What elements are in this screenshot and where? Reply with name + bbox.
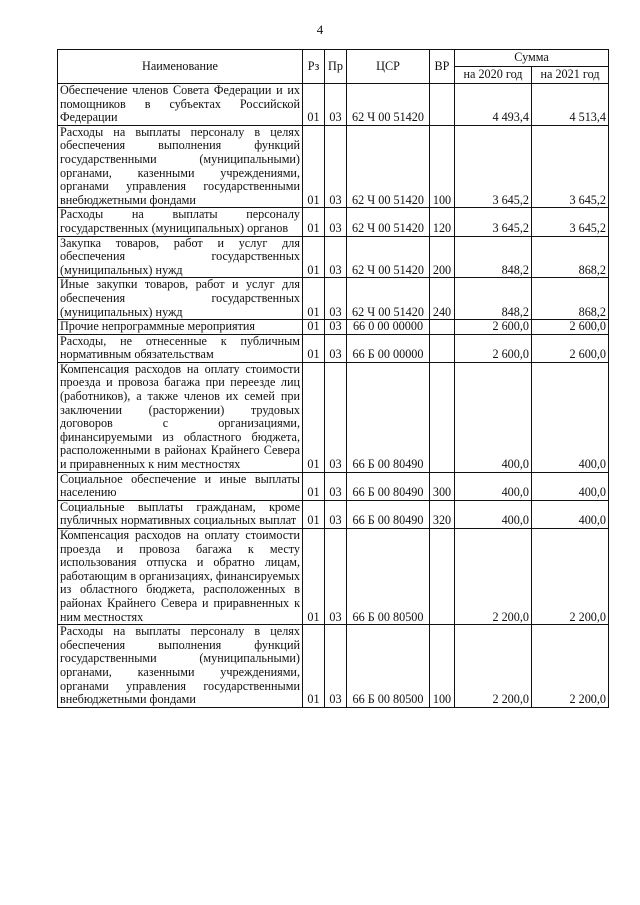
row-pr: 03 (325, 334, 347, 362)
table-row (58, 500, 609, 528)
table-row (58, 625, 609, 708)
row-name: Компенсация расходов на оплату стоимости проезда и провоза багажа к месту использования отпуска и обратно лицам, работающим в организациях, финансируемых из областного бюджета, расположенных в районах Крайнего Севера и приравненных к ним местностях (58, 529, 303, 625)
row-rz: 01 (303, 362, 325, 472)
row-rz: 01 (303, 472, 325, 500)
row-pr: 03 (325, 500, 347, 528)
row-amount-2021: 2 600,0 (532, 334, 609, 362)
row-amount-2021: 4 513,4 (532, 84, 609, 126)
table-row (58, 84, 609, 126)
row-vr: 300 (430, 472, 455, 500)
row-csr: 66 Б 00 00000 (347, 334, 430, 362)
row-amount-2020: 2 200,0 (455, 625, 532, 708)
table-row (58, 208, 609, 236)
row-name: Социальные выплаты гражданам, кроме публичных нормативных социальных выплат (58, 500, 303, 528)
row-name: Социальное обеспечение и иные выплаты населению (58, 472, 303, 500)
row-csr: 66 0 00 00000 (347, 320, 430, 335)
row-csr: 62 Ч 00 51420 (347, 236, 430, 278)
row-amount-2020: 3 645,2 (455, 208, 532, 236)
row-rz: 01 (303, 500, 325, 528)
row-amount-2021: 400,0 (532, 472, 609, 500)
budget-table (57, 49, 609, 708)
row-rz: 01 (303, 84, 325, 126)
header-vr: ВР (430, 50, 455, 84)
table-row (58, 320, 609, 335)
row-name: Компенсация расходов на оплату стоимости проезда и провоза багажа при переезде лиц (работников), а также членов их семей при заключении (расторжении) трудовых договоров с организациями, финансируемыми из областного бюджета, расположенными в районах Крайнего Севера и приравненных к ним местностях (58, 362, 303, 472)
row-csr: 66 Б 00 80490 (347, 362, 430, 472)
row-csr: 66 Б 00 80490 (347, 472, 430, 500)
row-name: Расходы на выплаты персоналу в целях обеспечения выполнения функций государственными (муниципальными) органами, казенными учреждениями, органами управления государственными внебюджетными фондами (58, 625, 303, 708)
row-amount-2020: 848,2 (455, 278, 532, 320)
row-csr: 66 Б 00 80500 (347, 625, 430, 708)
row-amount-2021: 2 200,0 (532, 529, 609, 625)
row-csr: 62 Ч 00 51420 (347, 125, 430, 208)
row-amount-2020: 2 600,0 (455, 320, 532, 335)
row-amount-2020: 3 645,2 (455, 125, 532, 208)
table-row (58, 236, 609, 278)
row-rz: 01 (303, 625, 325, 708)
row-rz: 01 (303, 236, 325, 278)
table-row (58, 334, 609, 362)
row-vr: 240 (430, 278, 455, 320)
table-row (58, 472, 609, 500)
row-name: Иные закупки товаров, работ и услуг для обеспечения государственных (муниципальных) нужд (58, 278, 303, 320)
row-amount-2020: 2 600,0 (455, 334, 532, 362)
row-rz: 01 (303, 208, 325, 236)
row-rz: 01 (303, 320, 325, 335)
row-vr (430, 320, 455, 335)
page-number: 4 (316, 22, 324, 37)
row-amount-2020: 400,0 (455, 472, 532, 500)
row-vr: 320 (430, 500, 455, 528)
row-vr (430, 334, 455, 362)
row-amount-2021: 868,2 (532, 236, 609, 278)
row-vr (430, 362, 455, 472)
row-amount-2020: 848,2 (455, 236, 532, 278)
row-vr (430, 529, 455, 625)
table-body (58, 84, 609, 708)
row-rz: 01 (303, 278, 325, 320)
row-pr: 03 (325, 236, 347, 278)
table-header (58, 50, 609, 84)
row-pr: 03 (325, 320, 347, 335)
row-name: Расходы, не отнесенные к публичным нормативным обязательствам (58, 334, 303, 362)
row-csr: 66 Б 00 80500 (347, 529, 430, 625)
row-vr: 120 (430, 208, 455, 236)
row-amount-2021: 3 645,2 (532, 125, 609, 208)
row-name: Закупка товаров, работ и услуг для обеспечения государственных (муниципальных) нужд (58, 236, 303, 278)
table-row (58, 529, 609, 625)
row-pr: 03 (325, 625, 347, 708)
header-sum: Сумма (455, 50, 609, 67)
table-row (58, 362, 609, 472)
table-row (58, 125, 609, 208)
row-name: Расходы на выплаты персоналу в целях обеспечения выполнения функций государственными (муниципальными) органами, казенными учреждениями, органами управления государственными внебюджетными фондами (58, 125, 303, 208)
header-csr: ЦСР (347, 50, 430, 84)
row-pr: 03 (325, 472, 347, 500)
row-pr: 03 (325, 529, 347, 625)
row-csr: 62 Ч 00 51420 (347, 278, 430, 320)
row-amount-2021: 400,0 (532, 362, 609, 472)
row-rz: 01 (303, 529, 325, 625)
row-pr: 03 (325, 362, 347, 472)
row-amount-2021: 3 645,2 (532, 208, 609, 236)
row-amount-2021: 2 600,0 (532, 320, 609, 335)
row-amount-2020: 400,0 (455, 362, 532, 472)
row-amount-2021: 868,2 (532, 278, 609, 320)
row-pr: 03 (325, 84, 347, 126)
row-vr (430, 84, 455, 126)
row-name: Расходы на выплаты персоналу государственных (муниципальных) органов (58, 208, 303, 236)
header-pr: Пр (325, 50, 347, 84)
row-pr: 03 (325, 278, 347, 320)
table-row (58, 278, 609, 320)
row-vr: 100 (430, 125, 455, 208)
row-amount-2020: 400,0 (455, 500, 532, 528)
row-name: Прочие непрограммные мероприятия (58, 320, 303, 335)
header-rz: Рз (303, 50, 325, 84)
row-amount-2021: 400,0 (532, 500, 609, 528)
row-name: Обеспечение членов Совета Федерации и их помощников в субъектах Российской Федерации (58, 84, 303, 126)
row-pr: 03 (325, 125, 347, 208)
row-rz: 01 (303, 334, 325, 362)
row-csr: 62 Ч 00 51420 (347, 84, 430, 126)
row-vr: 200 (430, 236, 455, 278)
header-year-2021: на 2021 год (532, 67, 609, 84)
row-amount-2020: 2 200,0 (455, 529, 532, 625)
row-pr: 03 (325, 208, 347, 236)
header-year-2020: на 2020 год (455, 67, 532, 84)
row-vr: 100 (430, 625, 455, 708)
header-name: Наименование (58, 50, 303, 84)
row-csr: 66 Б 00 80490 (347, 500, 430, 528)
row-amount-2020: 4 493,4 (455, 84, 532, 126)
row-amount-2021: 2 200,0 (532, 625, 609, 708)
row-csr: 62 Ч 00 51420 (347, 208, 430, 236)
row-rz: 01 (303, 125, 325, 208)
